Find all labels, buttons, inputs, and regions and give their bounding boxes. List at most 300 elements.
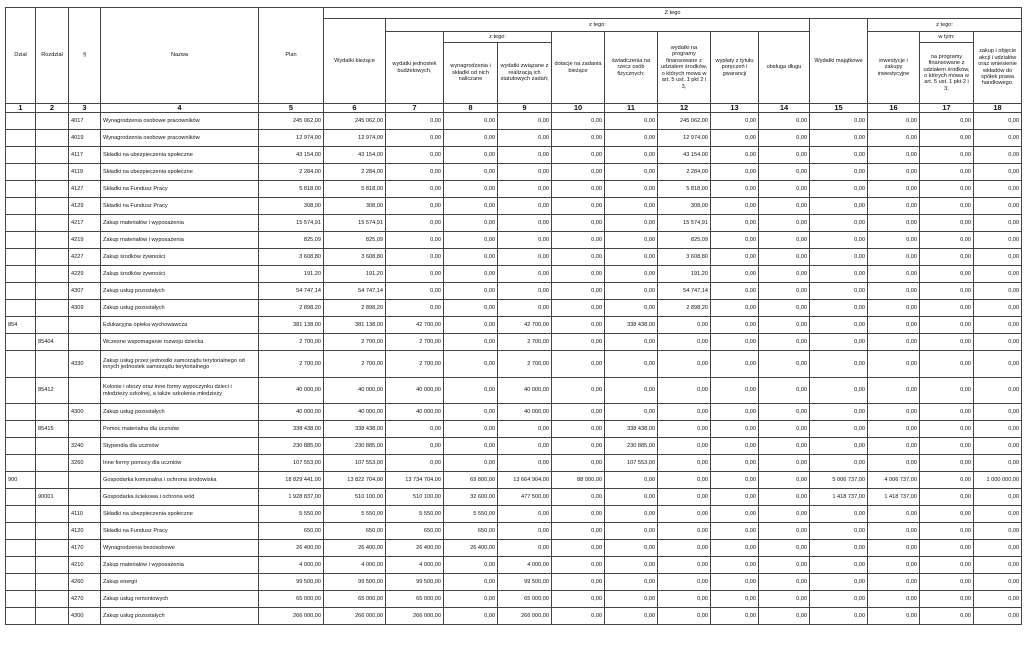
cell-value: 99 500,00 <box>498 574 552 591</box>
cell-value: 13 822 704,00 <box>324 472 386 489</box>
cell-value: 0,00 <box>552 351 605 378</box>
cell-rozdzial <box>36 574 69 591</box>
table-row <box>6 215 1022 232</box>
cell-value: 99 500,00 <box>324 574 386 591</box>
cell-value: 0,00 <box>711 506 759 523</box>
cell-nazwa: Edukacyjna opieka wychowawcza <box>101 317 259 334</box>
cell-value: 0,00 <box>552 147 605 164</box>
cell-value: 0,00 <box>810 283 868 300</box>
header-dzial: Dział <box>6 8 36 104</box>
cell-paragraf: 4017 <box>69 113 101 130</box>
cell-value: 0,00 <box>498 147 552 164</box>
cell-value: 0,00 <box>658 557 711 574</box>
cell-value: 0,00 <box>711 351 759 378</box>
cell-value: 0,00 <box>386 232 444 249</box>
cell-value: 65 000,00 <box>386 591 444 608</box>
cell-paragraf <box>69 334 101 351</box>
cell-value: 0,00 <box>920 334 974 351</box>
cell-value: 0,00 <box>810 591 868 608</box>
column-number: 8 <box>444 104 498 113</box>
cell-nazwa: Składki na ubezpieczenia społeczne <box>101 506 259 523</box>
cell-value: 0,00 <box>711 130 759 147</box>
column-number: 3 <box>69 104 101 113</box>
cell-value: 42 700,00 <box>498 317 552 334</box>
cell-value: 0,00 <box>920 113 974 130</box>
cell-value: 0,00 <box>498 540 552 557</box>
cell-value: 0,00 <box>605 232 658 249</box>
cell-value: 0,00 <box>498 130 552 147</box>
cell-value: 0,00 <box>552 574 605 591</box>
cell-value: 0,00 <box>552 130 605 147</box>
cell-value: 0,00 <box>386 266 444 283</box>
cell-value: 650,00 <box>444 523 498 540</box>
table-row <box>6 472 1022 489</box>
cell-value: 0,00 <box>658 591 711 608</box>
table-body <box>6 113 1022 625</box>
cell-value: 0,00 <box>386 164 444 181</box>
cell-value: 0,00 <box>605 249 658 266</box>
cell-value: 4 000,00 <box>259 557 324 574</box>
cell-value: 0,00 <box>868 249 920 266</box>
cell-value: 26 400,00 <box>259 540 324 557</box>
cell-value: 0,00 <box>498 198 552 215</box>
cell-value: 0,00 <box>444 283 498 300</box>
cell-value: 0,00 <box>444 266 498 283</box>
cell-value: 0,00 <box>658 489 711 506</box>
cell-value: 0,00 <box>444 232 498 249</box>
cell-value: 0,00 <box>974 181 1022 198</box>
cell-nazwa: Składki na Fundusz Pracy <box>101 181 259 198</box>
table-row <box>6 164 1022 181</box>
cell-dzial <box>6 591 36 608</box>
cell-rozdzial: 90001 <box>36 489 69 506</box>
cell-value: 5 550,00 <box>444 506 498 523</box>
cell-value: 0,00 <box>868 523 920 540</box>
column-number: 17 <box>920 104 974 113</box>
cell-rozdzial <box>36 455 69 472</box>
cell-value: 0,00 <box>711 181 759 198</box>
cell-value: 4 006 737,00 <box>868 472 920 489</box>
cell-value: 40 000,00 <box>324 378 386 404</box>
cell-value: 0,00 <box>868 574 920 591</box>
cell-value: 0,00 <box>711 266 759 283</box>
cell-value: 0,00 <box>658 506 711 523</box>
cell-rozdzial <box>36 181 69 198</box>
column-number: 10 <box>552 104 605 113</box>
header-z-tego-majatkowe: z tego: <box>868 19 1022 32</box>
column-number: 7 <box>386 104 444 113</box>
cell-value: 0,00 <box>759 421 810 438</box>
cell-value: 0,00 <box>759 317 810 334</box>
cell-value: 0,00 <box>974 455 1022 472</box>
cell-value: 4 000,00 <box>386 557 444 574</box>
cell-value: 0,00 <box>759 130 810 147</box>
cell-value: 0,00 <box>605 404 658 421</box>
cell-value: 42 700,00 <box>386 317 444 334</box>
cell-value: 15 574,91 <box>324 215 386 232</box>
cell-value: 0,00 <box>810 300 868 317</box>
cell-value: 0,00 <box>810 438 868 455</box>
cell-nazwa: Zakup energii <box>101 574 259 591</box>
cell-value: 0,00 <box>920 249 974 266</box>
cell-value: 12 974,00 <box>658 130 711 147</box>
cell-value: 15 574,91 <box>658 215 711 232</box>
cell-value: 12 974,00 <box>324 130 386 147</box>
cell-value: 0,00 <box>920 506 974 523</box>
column-number: 6 <box>324 104 386 113</box>
cell-value: 0,00 <box>711 113 759 130</box>
cell-value: 0,00 <box>605 147 658 164</box>
cell-value: 4 000,00 <box>498 557 552 574</box>
cell-value: 43 154,00 <box>658 147 711 164</box>
cell-rozdzial <box>36 147 69 164</box>
cell-value: 5 818,00 <box>658 181 711 198</box>
cell-value: 308,00 <box>658 198 711 215</box>
cell-value: 0,00 <box>605 266 658 283</box>
cell-nazwa: Zakup materiałów i wyposażenia <box>101 232 259 249</box>
cell-value: 0,00 <box>974 113 1022 130</box>
cell-value: 825,09 <box>324 232 386 249</box>
cell-value: 0,00 <box>711 591 759 608</box>
cell-value: 0,00 <box>552 215 605 232</box>
cell-value: 0,00 <box>868 608 920 625</box>
cell-value: 0,00 <box>974 438 1022 455</box>
cell-value: 0,00 <box>605 351 658 378</box>
column-number: 13 <box>711 104 759 113</box>
column-number: 18 <box>974 104 1022 113</box>
table-row <box>6 574 1022 591</box>
table-row <box>6 608 1022 625</box>
cell-value: 54 747,14 <box>259 283 324 300</box>
cell-paragraf: 4229 <box>69 266 101 283</box>
cell-value: 15 574,91 <box>259 215 324 232</box>
column-number: 15 <box>810 104 868 113</box>
table-row <box>6 591 1022 608</box>
table-row <box>6 557 1022 574</box>
cell-dzial <box>6 198 36 215</box>
cell-value: 510 100,00 <box>386 489 444 506</box>
cell-value: 0,00 <box>920 438 974 455</box>
cell-value: 0,00 <box>444 147 498 164</box>
cell-value: 0,00 <box>552 421 605 438</box>
column-number: 11 <box>605 104 658 113</box>
cell-value: 0,00 <box>658 421 711 438</box>
cell-nazwa: Zakup usług pozostałych <box>101 608 259 625</box>
cell-value: 0,00 <box>920 351 974 378</box>
cell-nazwa: Zakup usług przez jednostki samorządu terytorialnego od innych jednostek samorządu terytorialnego <box>101 351 259 378</box>
cell-value: 40 000,00 <box>259 378 324 404</box>
cell-value: 0,00 <box>974 317 1022 334</box>
cell-value: 0,00 <box>759 489 810 506</box>
cell-value: 0,00 <box>658 523 711 540</box>
cell-value: 0,00 <box>658 455 711 472</box>
cell-paragraf: 4270 <box>69 591 101 608</box>
cell-value: 88 000,00 <box>552 472 605 489</box>
cell-value: 0,00 <box>974 147 1022 164</box>
cell-value: 65 000,00 <box>324 591 386 608</box>
cell-value: 0,00 <box>386 113 444 130</box>
cell-value: 0,00 <box>759 523 810 540</box>
cell-value: 245 062,00 <box>259 113 324 130</box>
cell-value: 0,00 <box>920 266 974 283</box>
cell-value: 69 800,00 <box>444 472 498 489</box>
table-row <box>6 130 1022 147</box>
column-number: 5 <box>259 104 324 113</box>
cell-value: 0,00 <box>759 300 810 317</box>
cell-value: 0,00 <box>810 404 868 421</box>
cell-value: 43 154,00 <box>259 147 324 164</box>
header-obsluga: obsługa długu <box>759 32 810 104</box>
cell-value: 0,00 <box>759 591 810 608</box>
cell-value: 0,00 <box>552 591 605 608</box>
cell-nazwa: Zakup usług pozostałych <box>101 300 259 317</box>
cell-value: 191,20 <box>658 266 711 283</box>
cell-value: 650,00 <box>324 523 386 540</box>
cell-value: 0,00 <box>974 574 1022 591</box>
cell-value: 338 438,00 <box>605 421 658 438</box>
cell-value: 230 885,00 <box>605 438 658 455</box>
cell-value: 0,00 <box>498 506 552 523</box>
table-row <box>6 378 1022 404</box>
cell-value: 2 700,00 <box>498 351 552 378</box>
cell-paragraf <box>69 472 101 489</box>
cell-value: 0,00 <box>605 215 658 232</box>
cell-rozdzial: 85404 <box>36 334 69 351</box>
cell-value: 0,00 <box>868 181 920 198</box>
cell-value: 0,00 <box>498 215 552 232</box>
cell-value: 99 500,00 <box>386 574 444 591</box>
cell-rozdzial <box>36 266 69 283</box>
cell-value: 0,00 <box>658 334 711 351</box>
cell-value: 0,00 <box>759 334 810 351</box>
cell-rozdzial <box>36 317 69 334</box>
header-zakup-akcji: zakup i objęcie akcji i udziałów oraz wniesienie wkładów do spółek prawa handlowego. <box>974 32 1022 104</box>
cell-value: 0,00 <box>605 489 658 506</box>
header-wydatki-zadan: wydatki związane z realizacją ich statutowych zadań; <box>498 43 552 104</box>
cell-value: 26 400,00 <box>444 540 498 557</box>
cell-dzial <box>6 334 36 351</box>
cell-value: 0,00 <box>605 164 658 181</box>
cell-value: 0,00 <box>444 557 498 574</box>
cell-value: 0,00 <box>444 215 498 232</box>
cell-value: 0,00 <box>810 249 868 266</box>
header-wyplaty: wypłaty z tytułu poręczeń i gwarancji <box>711 32 759 104</box>
cell-value: 0,00 <box>658 472 711 489</box>
cell-rozdzial <box>36 198 69 215</box>
cell-value: 0,00 <box>552 317 605 334</box>
cell-value: 0,00 <box>552 181 605 198</box>
cell-value: 0,00 <box>605 574 658 591</box>
table-row <box>6 317 1022 334</box>
cell-value: 0,00 <box>974 198 1022 215</box>
table-row <box>6 455 1022 472</box>
cell-value: 0,00 <box>759 472 810 489</box>
cell-value: 0,00 <box>810 351 868 378</box>
cell-value: 0,00 <box>552 249 605 266</box>
cell-value: 0,00 <box>552 438 605 455</box>
cell-dzial <box>6 130 36 147</box>
cell-value: 0,00 <box>759 283 810 300</box>
cell-value: 26 400,00 <box>386 540 444 557</box>
cell-value: 0,00 <box>868 300 920 317</box>
cell-dzial <box>6 181 36 198</box>
table-row <box>6 506 1022 523</box>
cell-value: 0,00 <box>920 181 974 198</box>
cell-value: 0,00 <box>759 215 810 232</box>
cell-dzial <box>6 300 36 317</box>
cell-value: 0,00 <box>386 181 444 198</box>
cell-value: 3 608,80 <box>259 249 324 266</box>
cell-value: 0,00 <box>759 249 810 266</box>
cell-value: 0,00 <box>605 300 658 317</box>
table-row <box>6 249 1022 266</box>
cell-value: 13 664 904,00 <box>498 472 552 489</box>
cell-value: 191,20 <box>259 266 324 283</box>
cell-value: 0,00 <box>605 334 658 351</box>
cell-value: 825,09 <box>658 232 711 249</box>
cell-value: 0,00 <box>810 215 868 232</box>
cell-value: 0,00 <box>498 113 552 130</box>
cell-value: 0,00 <box>444 351 498 378</box>
cell-value: 0,00 <box>920 300 974 317</box>
cell-value: 0,00 <box>810 198 868 215</box>
cell-value: 3 608,80 <box>658 249 711 266</box>
cell-value: 0,00 <box>974 523 1022 540</box>
cell-value: 2 700,00 <box>259 334 324 351</box>
cell-nazwa: Kolonie i obozy oraz inne formy wypoczynku dzieci i młodzieży szkolnej, a także szkolenia młodzieży <box>101 378 259 404</box>
cell-paragraf: 4110 <box>69 506 101 523</box>
cell-value: 0,00 <box>759 404 810 421</box>
cell-value: 3 608,80 <box>324 249 386 266</box>
cell-value: 5 006 737,00 <box>810 472 868 489</box>
cell-value: 40 000,00 <box>386 378 444 404</box>
cell-rozdzial <box>36 300 69 317</box>
cell-value: 0,00 <box>711 608 759 625</box>
cell-value: 0,00 <box>920 557 974 574</box>
cell-value: 381 138,00 <box>259 317 324 334</box>
cell-dzial <box>6 506 36 523</box>
cell-dzial <box>6 113 36 130</box>
cell-value: 0,00 <box>920 574 974 591</box>
header-nazwa: Nazwa <box>101 8 259 104</box>
cell-nazwa: Zakup usług remontowych <box>101 591 259 608</box>
cell-value: 338 438,00 <box>605 317 658 334</box>
cell-value: 0,00 <box>759 181 810 198</box>
cell-nazwa: Składki na ubezpieczenia społeczne <box>101 164 259 181</box>
cell-value: 0,00 <box>810 147 868 164</box>
cell-value: 0,00 <box>810 113 868 130</box>
cell-value: 0,00 <box>552 523 605 540</box>
cell-rozdzial <box>36 351 69 378</box>
cell-value: 338 438,00 <box>324 421 386 438</box>
cell-value: 0,00 <box>759 455 810 472</box>
table-row <box>6 523 1022 540</box>
cell-value: 0,00 <box>868 334 920 351</box>
cell-value: 0,00 <box>552 557 605 574</box>
cell-value: 0,00 <box>605 591 658 608</box>
cell-value: 54 747,14 <box>658 283 711 300</box>
cell-nazwa: Zakup środków żywności <box>101 266 259 283</box>
cell-value: 0,00 <box>868 130 920 147</box>
cell-value: 18 829 441,00 <box>259 472 324 489</box>
cell-value: 12 974,00 <box>259 130 324 147</box>
cell-paragraf: 4120 <box>69 523 101 540</box>
cell-value: 0,00 <box>810 608 868 625</box>
cell-value: 0,00 <box>711 300 759 317</box>
cell-value: 0,00 <box>810 523 868 540</box>
cell-nazwa: Wynagrodzenia osobowe pracowników <box>101 113 259 130</box>
cell-paragraf: 4309 <box>69 300 101 317</box>
cell-value: 0,00 <box>498 283 552 300</box>
cell-value: 0,00 <box>552 113 605 130</box>
header-wydatki-jednostek: wydatki jednostek budżetowych, <box>386 32 444 104</box>
cell-value: 0,00 <box>810 181 868 198</box>
header-inwestycje: inwestycje i zakupy inwestycyjne <box>868 32 920 104</box>
cell-value: 0,00 <box>605 608 658 625</box>
cell-nazwa: Zakup środków żywności <box>101 249 259 266</box>
cell-value: 0,00 <box>868 591 920 608</box>
cell-value: 0,00 <box>444 378 498 404</box>
cell-value: 0,00 <box>444 198 498 215</box>
cell-value: 65 000,00 <box>259 591 324 608</box>
cell-value: 338 438,00 <box>259 421 324 438</box>
cell-value: 0,00 <box>810 232 868 249</box>
cell-paragraf: 4227 <box>69 249 101 266</box>
cell-value: 0,00 <box>711 283 759 300</box>
cell-value: 0,00 <box>974 506 1022 523</box>
header-z-tego-biezace: z tego: <box>386 19 810 32</box>
cell-value: 107 553,00 <box>605 455 658 472</box>
cell-paragraf: 4019 <box>69 130 101 147</box>
cell-dzial <box>6 266 36 283</box>
cell-value: 0,00 <box>974 283 1022 300</box>
header-wydatki-biezace: Wydatki bieżące <box>324 19 386 104</box>
column-number: 2 <box>36 104 69 113</box>
cell-value: 0,00 <box>920 523 974 540</box>
cell-value: 40 000,00 <box>324 404 386 421</box>
cell-value: 0,00 <box>658 378 711 404</box>
cell-value: 2 898,20 <box>324 300 386 317</box>
cell-dzial <box>6 421 36 438</box>
table-row <box>6 113 1022 130</box>
cell-value: 0,00 <box>552 608 605 625</box>
cell-value: 2 284,00 <box>324 164 386 181</box>
cell-value: 0,00 <box>658 351 711 378</box>
cell-value: 0,00 <box>711 540 759 557</box>
column-number: 4 <box>101 104 259 113</box>
cell-value: 0,00 <box>711 334 759 351</box>
cell-nazwa: Zakup materiałów i wyposażenia <box>101 557 259 574</box>
table-row <box>6 351 1022 378</box>
cell-value: 0,00 <box>920 455 974 472</box>
cell-value: 245 062,00 <box>658 113 711 130</box>
cell-dzial <box>6 404 36 421</box>
cell-value: 0,00 <box>552 540 605 557</box>
cell-value: 0,00 <box>552 334 605 351</box>
cell-value: 0,00 <box>605 506 658 523</box>
cell-value: 0,00 <box>605 472 658 489</box>
cell-value: 230 885,00 <box>259 438 324 455</box>
cell-paragraf: 4260 <box>69 574 101 591</box>
cell-value: 510 100,00 <box>324 489 386 506</box>
header-wynagrodzenia: wynagrodzenia i składki od nich naliczane <box>444 43 498 104</box>
cell-value: 0,00 <box>974 489 1022 506</box>
cell-value: 5 550,00 <box>324 506 386 523</box>
cell-value: 0,00 <box>658 438 711 455</box>
cell-value: 0,00 <box>386 130 444 147</box>
column-number: 9 <box>498 104 552 113</box>
cell-rozdzial <box>36 249 69 266</box>
